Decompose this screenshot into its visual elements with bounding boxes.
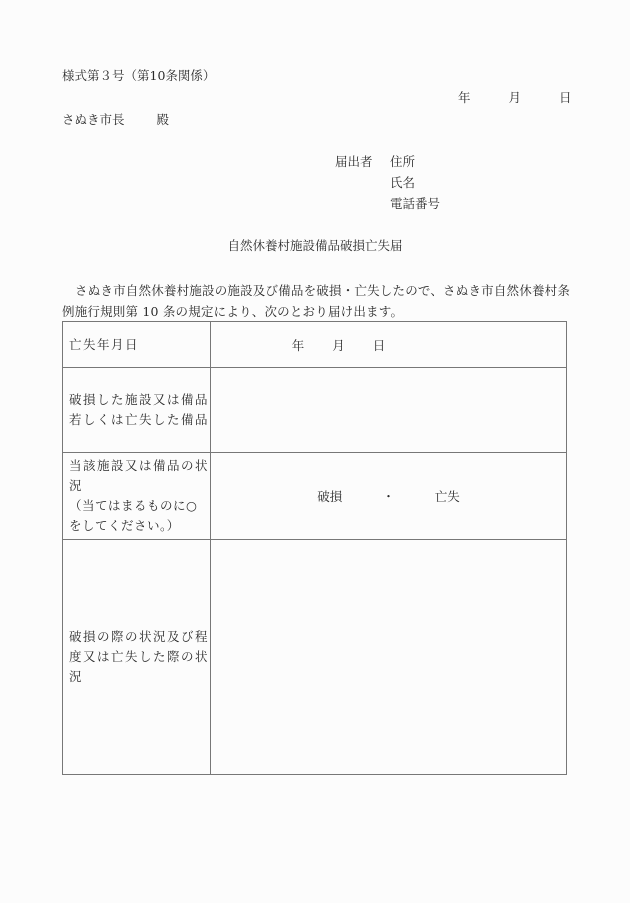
loss-date-year: 年 [291,337,305,353]
table-row [63,368,567,453]
form-table [62,321,567,775]
name-field-label: 氏名 [390,175,416,190]
applicant-block [335,152,440,215]
damaged-item-field[interactable] [211,368,567,453]
phone-field-label: 電話番号 [390,196,441,211]
addressee-name: さぬき市長 [62,112,125,127]
condition-options [211,453,567,540]
applicant-label: 届出者 [335,154,373,169]
condition-label: 当該施設又は備品の状況 （当てはまるものに○をしてください。） [63,453,211,540]
condition-note: （当てはまるものに○をしてください。） [69,498,198,533]
table-row [63,453,567,540]
option-separator: ・ [382,489,395,504]
submission-date [458,88,572,106]
addressee [62,110,169,128]
addressee-honorific: 殿 [156,112,170,127]
damaged-item-label: 破損した施設又は備品若しくは亡失した備品 [63,368,211,453]
loss-date-month: 月 [332,337,345,353]
table-row [63,540,567,775]
option-damaged[interactable]: 破損 [317,489,343,504]
table-row [63,322,567,368]
circumstances-field[interactable] [211,540,567,775]
date-month: 月 [508,90,522,105]
loss-date-label: 亡失年月日 [63,322,211,368]
date-day: 日 [559,90,572,105]
address-field-label: 住所 [390,154,416,169]
loss-date-field[interactable] [211,322,567,368]
option-lost[interactable]: 亡失 [434,489,460,504]
date-year: 年 [458,90,471,105]
form-id: 様式第３号（第10条関係） [62,68,216,83]
body-text: さぬき市自然休養村施設の施設及び備品を破損・亡失したので、さぬき市自然休養村条例施行規則第 10 条の規定により、次のとおり届け出ます。 [62,283,571,319]
document-title: 自然休養村施設備品破損亡失届 [227,238,403,253]
loss-date-day: 日 [372,337,386,353]
circumstances-label: 破損の際の状況及び程度又は亡失した際の状況 [63,540,211,775]
